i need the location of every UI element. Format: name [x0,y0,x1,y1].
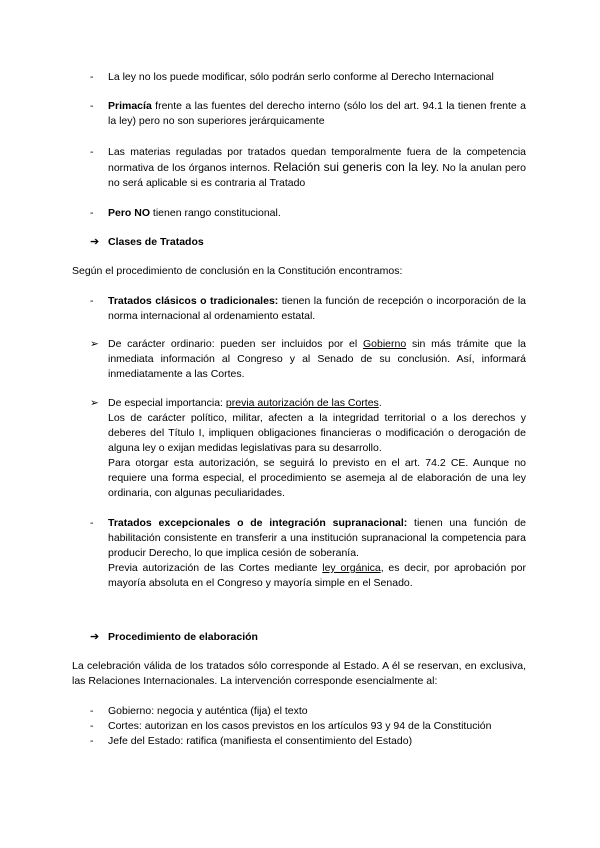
item-line [108,561,526,591]
item-text: , es decir, por aprobación por mayoría absoluta en el Congreso y mayoría simple en el Senado. [108,562,527,589]
item-line [108,516,526,561]
list-item [108,396,526,501]
list-item [108,206,526,221]
bullet-marker: - [90,295,94,307]
bullet-marker: - [90,146,94,158]
item-text: Previa autorización de las Cortes mediante [108,562,323,574]
bold-term: Primacía [108,100,152,112]
item-text: Las materias reguladas por tratados quedan temporalmente fuera de la competencia normativa de los órganos internos. [108,146,526,174]
item-text: tienen la función de recepción o incorporación de la norma internacional al ordenamiento estatal. [108,295,526,322]
item-text: Los de carácter político, militar, afecten a la integridad territorial o a los derechos y deberes del Título I, impliquen obligaciones financieras o modificación o derogación de alguna ley o exijan medidas legislativas para su desarrollo. [108,412,526,454]
list-item [108,99,526,129]
bullet-marker: - [90,517,94,529]
list-item [108,145,526,191]
bullet-marker: - [90,71,94,83]
underlined-term: previa autorización de las Cortes [225,397,379,409]
arrow-icon: ➔ [90,631,100,643]
arrow-icon: ➔ [90,236,100,248]
bullet-marker: - [90,100,94,112]
list-item: Gobierno: negocia y auténtica (fija) el texto [108,705,308,717]
bullet-marker: - [90,735,94,747]
list-item: La ley no los puede modificar, sólo podrán serlo conforme al Derecho Internacional [108,71,494,83]
item-text: frente a las fuentes del derecho interno (sólo los del art. 94.1 la tienen frente a la ley) pero no son superiores jerárquicamente [108,100,526,127]
item-text: De carácter ordinario: pueden ser incluidos por el [108,338,363,350]
paragraph: La celebración válida de los tratados sólo corresponde al Estado. A él se reservan, en exclusiva, las Relaciones Internacionales. La intervención corresponde esencialmente al: [72,660,526,687]
bold-term: Tratados clásicos o tradicionales: [108,295,279,307]
paragraph: Según el procedimiento de conclusión en la Constitución encontramos: [72,265,403,277]
item-text: De especial importancia: [108,397,226,409]
bold-term: Tratados excepcionales o de integración supranacional: [108,517,408,529]
list-item [108,516,526,591]
item-text: Para otorgar esta autorización, se seguirá lo previsto en el art. 74.2 CE. Aunque no requiere una forma especial, el procedimiento se asemeja al de elaboración de una ley ordinaria, con algunas peculiaridades. [108,457,526,499]
bullet-marker: - [90,720,94,732]
arrowhead-icon: ➢ [90,338,99,350]
list-item [108,337,526,382]
section-heading: Clases de Tratados [108,236,204,248]
list-item: Cortes: autorizan en los casos previstos en los artículos 93 y 94 de la Constitución [108,720,492,732]
item-text: . [378,397,382,409]
emphasis-text: Relación sui generis con la ley. [273,160,440,174]
item-line [108,396,526,411]
bullet-marker: - [90,705,94,717]
item-text: No la anulan pero no será aplicable si es contraria al Tratado [108,162,527,189]
list-item [108,294,526,324]
bullet-marker: - [90,207,94,219]
arrowhead-icon: ➢ [90,397,99,409]
section-heading: Procedimiento de elaboración [108,631,258,643]
underlined-term: ley orgánica [322,562,381,574]
item-text: sin más trámite que la inmediata información al Congreso y al Senado de su conclusión. Así, informará inmediatamente a las Cortes. [108,338,526,380]
bold-term: Pero NO [108,207,151,219]
item-text: tienen rango constitucional. [150,207,281,219]
list-item: Jefe del Estado: ratifica (manifiesta el consentimiento del Estado) [108,735,413,747]
underlined-term: Gobierno [362,338,407,350]
item-text: tienen una función de habilitación consistente en transferir a una institución supranacional la competencia para producir Derecho, lo que implica cesión de soberanía. [108,517,526,559]
